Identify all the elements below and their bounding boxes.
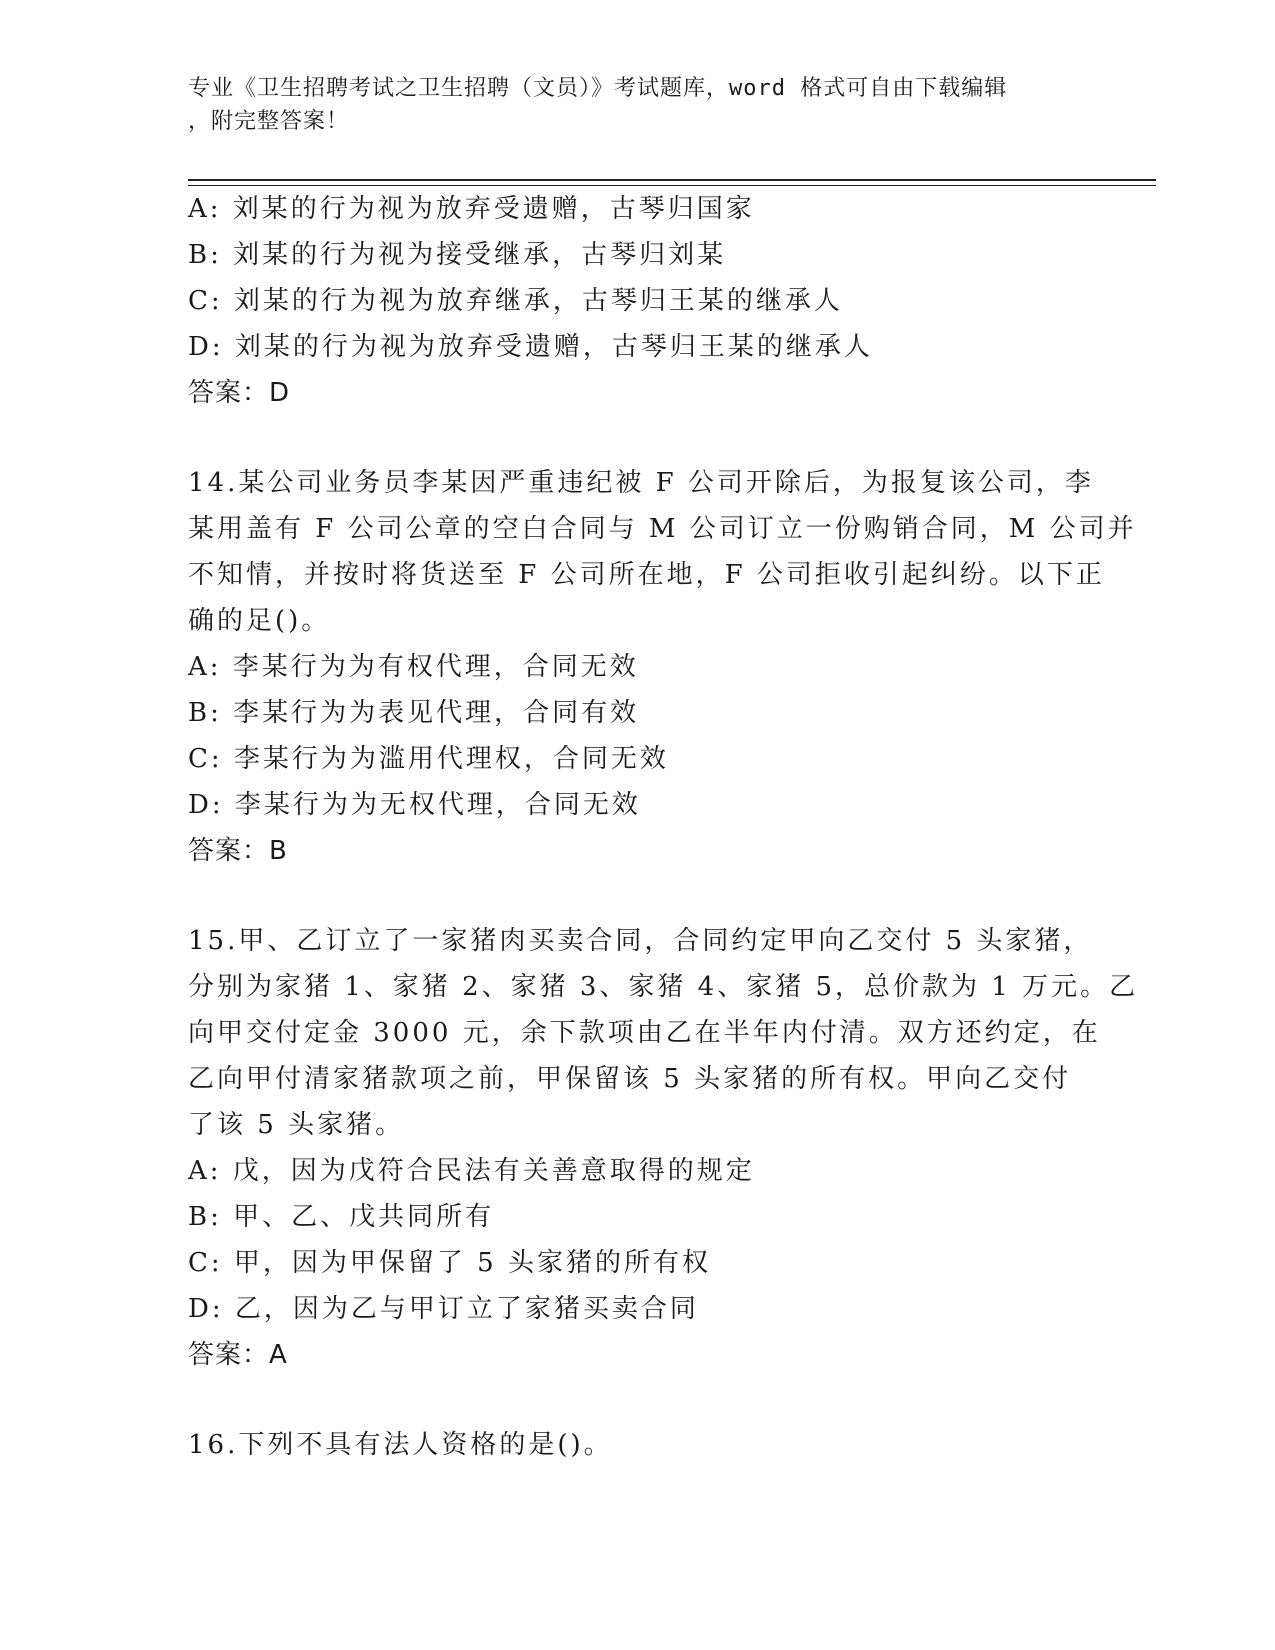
option-c: C: 刘某的行为视为放弃继承，古琴归王某的继承人 (188, 286, 843, 316)
spacer (188, 416, 1088, 460)
option-c: C: 李某行为为滥用代理权，合同无效 (188, 744, 669, 774)
option-b: B: 刘某的行为视为接受继承，古琴归刘某 (188, 240, 727, 270)
question-stem-line: 15.甲、乙订立了一家猪肉买卖合同，合同约定甲向乙交付 5 头家猪， (188, 926, 1093, 956)
option-b: B: 李某行为为表见代理，合同有效 (188, 698, 640, 728)
spacer (188, 874, 1088, 918)
document-header (188, 72, 1088, 138)
option-b: B: 甲、乙、戊共同所有 (188, 1202, 495, 1232)
option-d: D: 李某行为为无权代理，合同无效 (188, 790, 641, 820)
question-content (188, 186, 1139, 1468)
option-d: D: 刘某的行为视为放弃受遗赠，古琴归王某的继承人 (188, 332, 873, 362)
question-stem-line: 向甲交付定金 3000 元，余下款项由乙在半年内付清。双方还约定，在 (188, 1018, 1101, 1048)
question-stem-line: 了该 5 头家猪。 (188, 1110, 405, 1140)
header-line-1: 专业《卫生招聘考试之卫生招聘（文员）》考试题库，word 格式可自由下载编辑 (188, 76, 1008, 101)
spacer (188, 1378, 1088, 1422)
question-stem-line: 16.下列不具有法人资格的是()。 (188, 1430, 613, 1460)
question-stem-line: 确的足()。 (188, 606, 331, 636)
header-line-2: ，附完整答案！ (188, 109, 350, 134)
option-d: D: 乙，因为乙与甲订立了家猪买卖合同 (188, 1294, 699, 1324)
question-13 (188, 186, 1088, 416)
answer: 答案：D (188, 378, 291, 408)
question-14 (188, 460, 1137, 874)
question-stem-line: 分别为家猪 1、家猪 2、家猪 3、家猪 4、家猪 5，总价款为 1 万元。乙 (188, 972, 1139, 1002)
question-16 (188, 1422, 1088, 1468)
option-a: A: 李某行为为有权代理，合同无效 (188, 652, 639, 682)
question-stem-line: 14.某公司业务员李某因严重违纪被 F 公司开除后，为报复该公司，李 (188, 468, 1094, 498)
question-15 (188, 918, 1139, 1378)
question-stem-line: 不知情，并按时将货送至 F 公司所在地，F 公司拒收引起纠纷。以下正 (188, 560, 1105, 590)
option-a: A: 戊，因为戊符合民法有关善意取得的规定 (188, 1156, 755, 1186)
question-stem-line: 某用盖有 F 公司公章的空白合同与 M 公司订立一份购销合同，M 公司并 (188, 514, 1137, 544)
option-a: A: 刘某的行为视为放弃受遗赠，古琴归国家 (188, 194, 755, 224)
question-stem-line: 乙向甲付清家猪款项之前，甲保留该 5 头家猪的所有权。甲向乙交付 (188, 1064, 1072, 1094)
answer: 答案：B (188, 836, 288, 866)
option-c: C: 甲，因为甲保留了 5 头家猪的所有权 (188, 1248, 711, 1278)
header-divider-thick (188, 179, 1156, 181)
answer: 答案：A (188, 1340, 288, 1370)
